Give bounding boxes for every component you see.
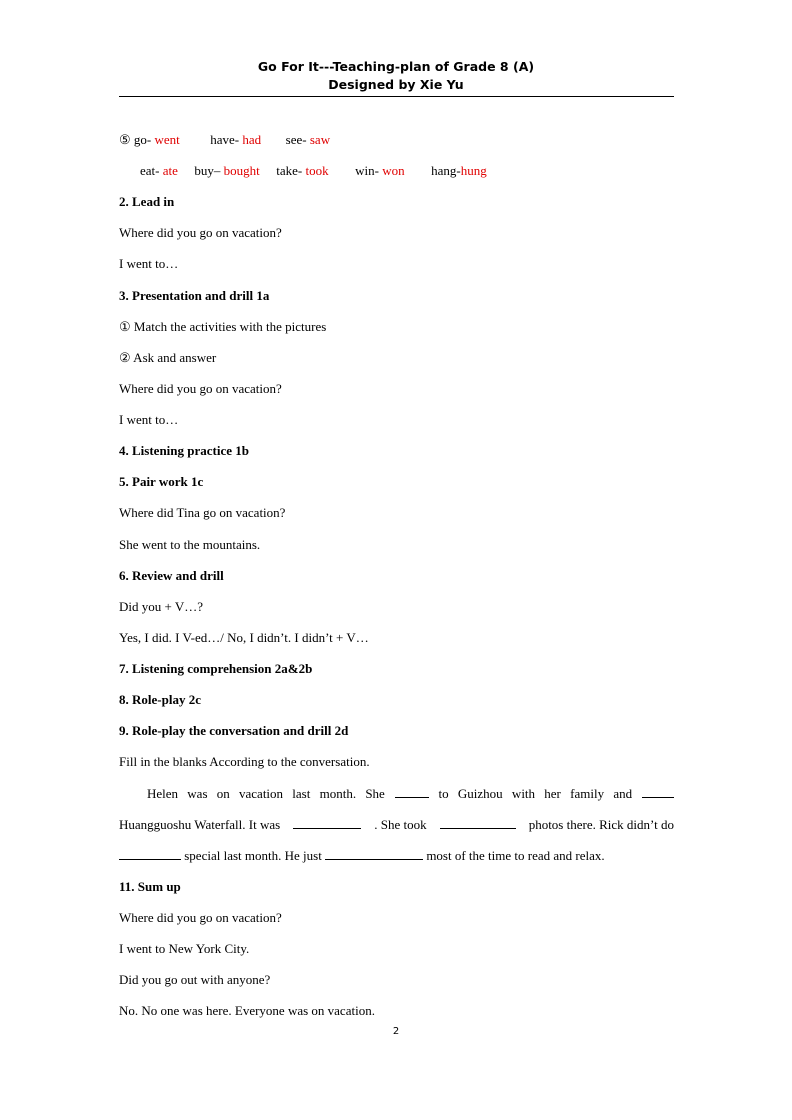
pattern-line: Yes, I did. I V-ed…/ No, I didn’t. I didn’t + V… [119,630,369,645]
verb-base: win- [355,163,379,178]
section-heading: 3. Presentation and drill 1a [119,288,270,303]
verb-base: have- [210,132,240,147]
question-line: Where did you go on vacation? [119,225,282,240]
section-heading: 4. Listening practice 1b [119,443,249,458]
instruction-line: Fill in the blanks According to the conversation. [119,754,370,769]
passage-text: Huangguoshu Waterfall. It was [119,817,281,832]
verb-past: won [382,163,405,178]
verb-base: see- [285,132,307,147]
passage-line-1 [147,786,674,802]
passage-text: special last month. He just [184,848,322,863]
verb-past: went [154,132,180,147]
question-line: Where did you go on vacation? [119,381,282,396]
blank-6[interactable] [325,848,423,860]
passage-text: most of the time to read and relax. [426,848,605,863]
section-heading: 7. Listening comprehension 2a&2b [119,661,313,676]
verb-past: hung [460,163,487,178]
summary-line: Did you go out with anyone? [119,972,271,987]
verb-base: ⑤ go- [119,132,152,147]
section-heading: 11. Sum up [119,879,181,894]
section-heading: 8. Role-play 2c [119,692,201,707]
header-rule [119,96,674,97]
answer-line: I went to… [119,256,179,271]
answer-line: She went to the mountains. [119,537,261,552]
verb-past: had [242,132,262,147]
blank-5[interactable] [119,848,181,860]
answer-line: I went to… [119,412,179,427]
step-line: ① Match the activities with the pictures [119,319,327,334]
step-line: ② Ask and answer [119,350,217,365]
verb-row-1 [119,132,330,148]
section-heading: 5. Pair work 1c [119,474,204,489]
verb-past: bought [223,163,260,178]
header-title: Go For It---Teaching-plan of Grade 8 (A) [257,59,535,74]
header-author: Designed by Xie Yu [328,77,464,92]
verb-base: take- [276,163,303,178]
verb-past: saw [309,132,331,147]
verb-past: took [305,163,329,178]
passage-line-2 [119,817,674,833]
summary-line: Where did you go on vacation? [119,910,282,925]
blank-1[interactable] [395,786,429,798]
section-heading: 9. Role-play the conversation and drill 2d [119,723,349,738]
blank-2[interactable] [642,786,674,798]
verb-base: buy– [194,163,221,178]
verb-base: eat- [140,163,160,178]
blank-3[interactable] [293,817,361,829]
summary-line: I went to New York City. [119,941,250,956]
question-line: Where did Tina go on vacation? [119,505,286,520]
passage-text: Helen was on vacation last month. She [147,786,385,801]
summary-line: No. No one was here. Everyone was on vacation. [119,1003,375,1018]
pattern-line: Did you + V…? [119,599,204,614]
verb-base: hang- [431,163,461,178]
passage-text: . She took [374,817,427,832]
blank-4[interactable] [440,817,516,829]
verb-row-2 [140,163,487,179]
section-heading: 6. Review and drill [119,568,224,583]
section-heading: 2. Lead in [119,194,175,209]
verb-past: ate [162,163,178,178]
passage-line-3 [119,848,605,864]
passage-text: photos there. Rick didn’t do [528,817,674,832]
page-number: 2 [392,1026,400,1037]
passage-text: to Guizhou with her family and [438,786,633,801]
